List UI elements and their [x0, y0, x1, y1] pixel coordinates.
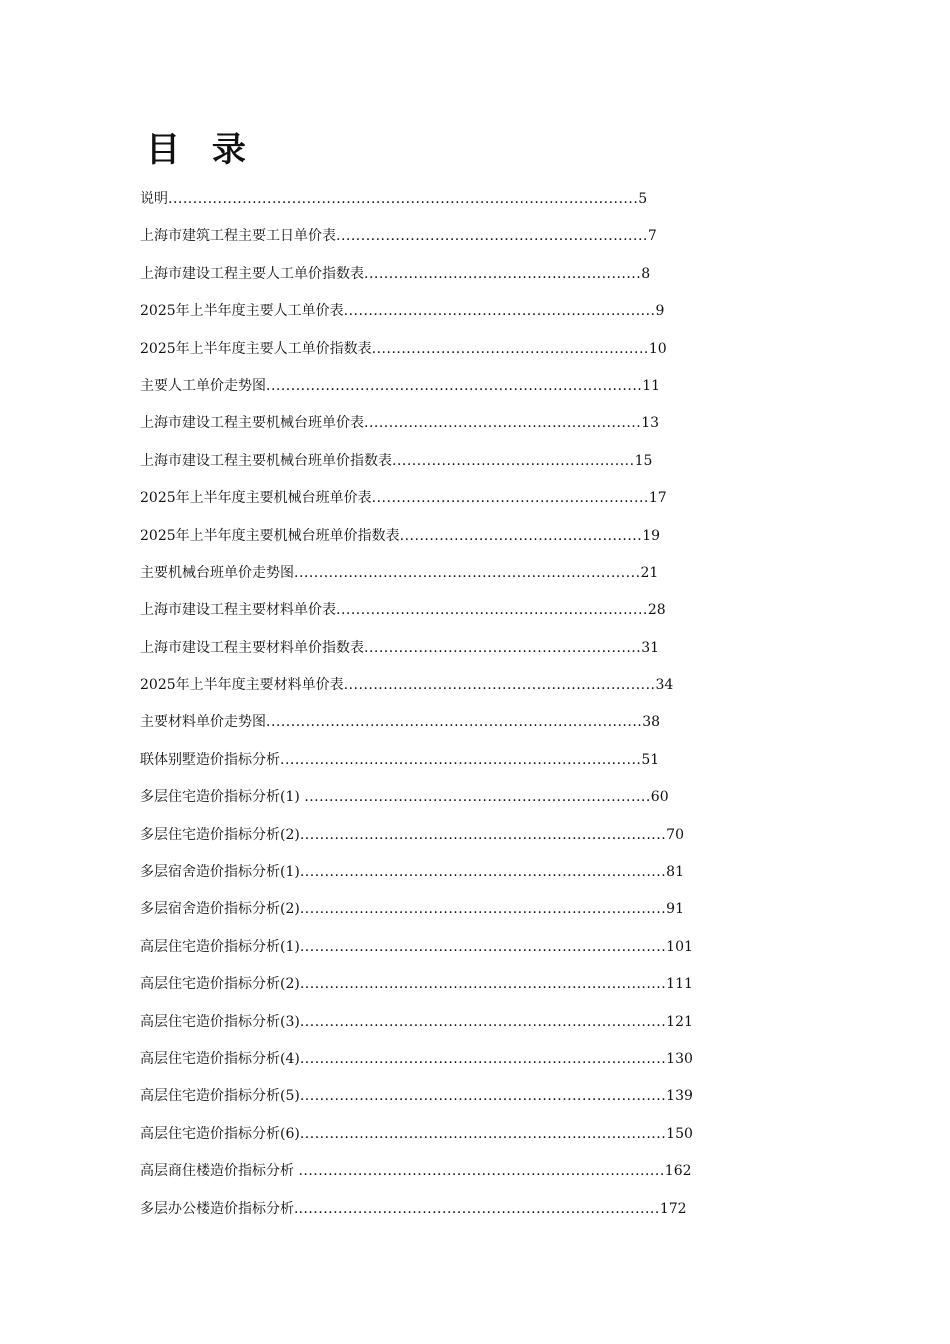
toc-dot-leader: ............................................................... [343, 677, 656, 694]
toc-entry[interactable] [140, 1009, 800, 1046]
toc-entry[interactable] [140, 448, 800, 485]
toc-entry[interactable] [140, 1196, 800, 1233]
toc-entry-title: 上海市建设工程主要材料单价表 [140, 602, 336, 619]
toc-heading: 目 录 [146, 130, 256, 170]
toc-dot-leader: ........................................................ [364, 639, 642, 656]
toc-entry-page-number: 70 [666, 826, 684, 843]
toc-entry-title: 高层住宅造价指标分析(5) [140, 1088, 300, 1105]
toc-entry[interactable] [140, 822, 800, 859]
toc-entry-title: 高层住宅造价指标分析(1) [140, 938, 300, 955]
toc-entry-page-number: 19 [642, 527, 661, 544]
toc-dot-leader: ................................................. [392, 452, 635, 469]
toc-entry-page-number: 162 [664, 1163, 692, 1180]
toc-entry[interactable] [140, 934, 800, 971]
toc-entry[interactable] [140, 523, 800, 560]
toc-dot-leader: ............................................................................................... [168, 191, 639, 207]
toc-dot-leader: ............................................................................ [266, 377, 643, 394]
toc-entry-page-number: 34 [655, 677, 674, 694]
toc-dot-leader: .......................................................................... [299, 938, 667, 955]
toc-entry-page-number: 8 [641, 265, 651, 282]
toc-entry-title: 高层住宅造价指标分析(6) [140, 1125, 300, 1142]
toc-entry-page-number: 111 [666, 976, 693, 993]
toc-entry-page-number: 15 [634, 452, 653, 469]
toc-entry-page-number: 9 [655, 303, 665, 320]
toc-entry[interactable] [140, 560, 800, 597]
toc-entry-page-number: 38 [642, 714, 661, 731]
toc-entry-page-number: 13 [641, 415, 660, 432]
toc-entry[interactable] [140, 336, 800, 373]
toc-dot-leader: ........................................................ [364, 415, 642, 432]
toc-entry-title: 2025年上半年度主要人工单价表 [140, 303, 344, 320]
toc-entry-page-number: 130 [666, 1050, 693, 1067]
toc-entry-title: 高层住宅造价指标分析(3) [140, 1013, 300, 1030]
toc-entry[interactable] [140, 709, 800, 746]
toc-entry[interactable] [140, 1158, 800, 1195]
toc-entry-title: 多层办公楼造价指标分析. [140, 1200, 299, 1217]
toc-dot-leader: ........................................................ [371, 490, 649, 507]
toc-entry-page-number: 10 [648, 340, 667, 357]
toc-entry-title: 上海市建筑工程主要工日单价表 [140, 228, 336, 245]
toc-entry[interactable] [140, 635, 800, 672]
toc-dot-leader: .......................................................................... [299, 826, 667, 843]
toc-entry-title: 高层住宅造价指标分析(4) [140, 1050, 300, 1067]
toc-entry[interactable] [140, 1083, 800, 1120]
toc-dot-leader: .......................................................................... [298, 1163, 665, 1180]
toc-entry-page-number: 139 [666, 1088, 693, 1105]
toc-entry-page-number: 81 [666, 864, 684, 881]
toc-dot-leader: ................................................. [399, 527, 643, 544]
toc-entry[interactable] [140, 971, 800, 1008]
toc-list [140, 186, 800, 1233]
toc-dot-leader: .......................................................................... [299, 976, 667, 993]
toc-dot-leader: .......................................................................... [299, 901, 667, 918]
toc-entry-title: 说明 [140, 191, 168, 207]
toc-entry[interactable] [140, 298, 800, 335]
toc-entry-title: 上海市建设工程主要机械台班单价表 [140, 415, 364, 432]
toc-entry-page-number: 121 [666, 1013, 693, 1030]
toc-entry[interactable] [140, 597, 800, 634]
toc-entry-page-number: 60 [650, 789, 669, 806]
toc-entry-title: 2025年上半年度主要机械台班单价表 [140, 490, 372, 507]
toc-entry[interactable] [140, 784, 800, 821]
toc-dot-leader: ...................................................................... [304, 789, 651, 806]
toc-dot-leader: .......................................................................... [299, 1088, 667, 1105]
toc-dot-leader: ........................................................ [371, 340, 649, 357]
toc-entry[interactable] [140, 1046, 800, 1083]
toc-entry[interactable] [140, 672, 800, 709]
toc-dot-leader: .......................................................................... [299, 1125, 667, 1142]
toc-dot-leader: ............................................................... [336, 602, 648, 619]
toc-entry-title: 联体别墅造价指标分析 [140, 751, 280, 768]
toc-entry[interactable] [140, 747, 800, 784]
toc-entry-title: 主要材料单价走势图 [140, 714, 266, 731]
toc-entry-page-number: 172 [659, 1200, 687, 1217]
toc-entry-page-number: 101 [666, 938, 693, 955]
toc-dot-leader: ...................................................................... [294, 564, 641, 581]
toc-entry[interactable] [140, 859, 800, 896]
toc-dot-leader: ........................................................ [364, 265, 642, 282]
toc-entry-title: 上海市建设工程主要材料单价指数表 [140, 639, 364, 656]
toc-entry-page-number: 17 [648, 490, 667, 507]
toc-dot-leader: .......................................................................... [299, 1050, 667, 1067]
toc-entry-title: 高层住宅造价指标分析(2) [140, 976, 300, 993]
toc-entry-page-number: 28 [647, 602, 666, 619]
toc-entry-title: 高层商住楼造价指标分析 [140, 1163, 299, 1180]
toc-entry-title: 上海市建设工程主要机械台班单价指数表 [140, 452, 392, 469]
toc-dot-leader: ......................................................................... [280, 751, 642, 768]
toc-dot-leader: ............................................................... [343, 303, 656, 320]
toc-entry-page-number: 150 [666, 1125, 693, 1142]
toc-entry[interactable] [140, 485, 800, 522]
toc-entry-page-number: 21 [640, 564, 659, 581]
toc-entry-title: 主要人工单价走势图 [140, 377, 266, 394]
toc-entry-title: 多层宿舍造价指标分析(2) [140, 901, 300, 918]
toc-entry[interactable] [140, 223, 800, 260]
toc-entry[interactable] [140, 410, 800, 447]
toc-dot-leader: ............................................................... [336, 228, 648, 245]
toc-entry[interactable] [140, 896, 800, 933]
toc-entry-page-number: 51 [641, 751, 660, 768]
toc-entry-title: 多层住宅造价指标分析(1) [140, 789, 305, 806]
toc-dot-leader: .......................................................................... [299, 864, 667, 881]
toc-entry-title: 多层住宅造价指标分析(2) [140, 826, 300, 843]
toc-entry[interactable] [140, 1121, 800, 1158]
toc-entry[interactable] [140, 261, 800, 298]
toc-dot-leader: .......................................................................... [299, 1013, 667, 1030]
toc-entry-title: 主要机械台班单价走势图 [140, 564, 294, 581]
toc-entry-title: 上海市建设工程主要人工单价指数表 [140, 265, 364, 282]
toc-entry-title: 2025年上半年度主要机械台班单价指数表 [140, 527, 400, 544]
toc-dot-leader: ............................................................................ [266, 714, 643, 731]
toc-entry-title: 2025年上半年度主要材料单价表 [140, 677, 344, 694]
toc-entry[interactable] [140, 373, 800, 410]
toc-entry-page-number: 11 [642, 377, 661, 394]
toc-entry-page-number: 7 [647, 228, 657, 245]
toc-entry-page-number: 91 [666, 901, 684, 918]
toc-dot-leader: ......................................................................... [298, 1200, 660, 1217]
toc-entry-page-number: 5 [638, 191, 648, 207]
toc-entry[interactable] [140, 186, 800, 223]
toc-entry-title: 多层宿舍造价指标分析(1) [140, 864, 300, 881]
toc-entry-title: 2025年上半年度主要人工单价指数表 [140, 340, 372, 357]
toc-entry-page-number: 31 [641, 639, 660, 656]
